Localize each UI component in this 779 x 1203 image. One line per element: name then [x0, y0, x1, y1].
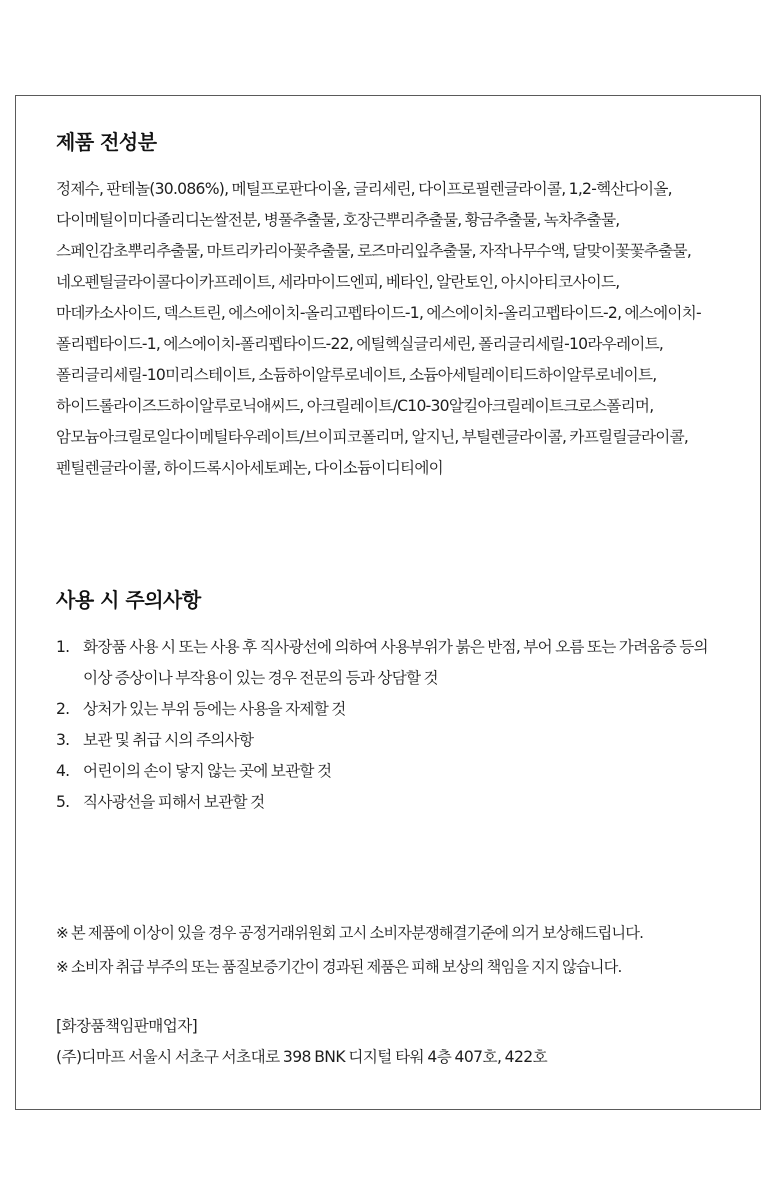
- caution-text: 직사광선을 피해서 보관할 것: [83, 793, 265, 811]
- notice-liability: ※ 소비자 취급 부주의 또는 품질보증기간이 경과된 제품은 피해 보상의 책임을 지지 않습니다.: [56, 958, 622, 976]
- caution-number: 3.: [56, 731, 70, 749]
- caution-number: 5.: [56, 793, 70, 811]
- caution-item: [56, 725, 728, 756]
- ingredients-text: 정제수, 판테놀(30.086%), 메틸프로판다이올, 글리세린, 다이프로필렌글라이콜, 1,2-헥산다이올, 다이메틸이미다졸리디논쌀전분, 병풀추출물, 호장근뿌리추출물, 황금추출물, 녹차추출물, 스페인감초뿌리추출물, 마트리카리아꽃추출물, 로즈마리잎추출물, 자작나무수액, 달맞이꽃꽃추출물, 네오펜틸글라이콜다이카프레이트, 세라마이드엔피, 베타인, 알란토인, 아시아티코사이드, 마데카소사이드, 덱스트린, 에스에이치-올리고펩타이드-1, 에스에이치-올리고펩타이드-2, 에스에이치-폴리펩타이드-1, 에스에이치-폴리펩타이드-22, 에틸헥실글리세린, 폴리글리세릴-10라우레이트, 폴리글리세릴-10미리스테이트, 소듐하이알루로네이트, 소듐아세틸레이티드하이알루로네이트, 하이드롤라이즈드하이알루로닉애씨드, 아크릴레이트/C10-30알킬아크릴레이트크로스폴리머, 암모늄아크릴로일다이메틸타우레이트/브이피코폴리머, 알지닌, 부틸렌글라이콜, 카프릴릴글라이콜, 펜틸렌글라이콜, 하이드록시아세토페논, 다이소듐이디티에이: [56, 180, 701, 477]
- caution-text: 화장품 사용 시 또는 사용 후 직사광선에 의하여 사용부위가 붉은 반점, 부어 오름 또는 가려움증 등의 이상 증상이나 부작용이 있는 경우 전문의 등과 상담할 것: [83, 638, 708, 687]
- cautions-list: [56, 632, 728, 818]
- product-info-panel: [15, 95, 761, 1110]
- seller-info: [56, 1011, 736, 1073]
- caution-item: [56, 787, 728, 818]
- caution-text: 보관 및 취급 시의 주의사항: [83, 731, 254, 749]
- caution-item: [56, 756, 728, 787]
- notice-compensation: ※ 본 제품에 이상이 있을 경우 공정거래위원회 고시 소비자분쟁해결기준에 의거 보상해드립니다.: [56, 924, 644, 942]
- caution-text: 상처가 있는 부위 등에는 사용을 자제할 것: [83, 700, 346, 718]
- caution-number: 1.: [56, 638, 70, 656]
- caution-number: 4.: [56, 762, 70, 780]
- ingredients-title: 제품 전성분: [56, 130, 157, 154]
- seller-label: [화장품책임판매업자]: [56, 1017, 198, 1035]
- caution-item: [56, 694, 728, 725]
- caution-item: [56, 632, 728, 694]
- caution-text: 어린이의 손이 닿지 않는 곳에 보관할 것: [83, 762, 332, 780]
- seller-address: (주)디마프 서울시 서초구 서초대로 398 BNK 디지털 타워 4층 407호, 422호: [56, 1048, 548, 1066]
- cautions-title: 사용 시 주의사항: [56, 588, 201, 612]
- caution-number: 2.: [56, 700, 70, 718]
- notices: [56, 916, 736, 984]
